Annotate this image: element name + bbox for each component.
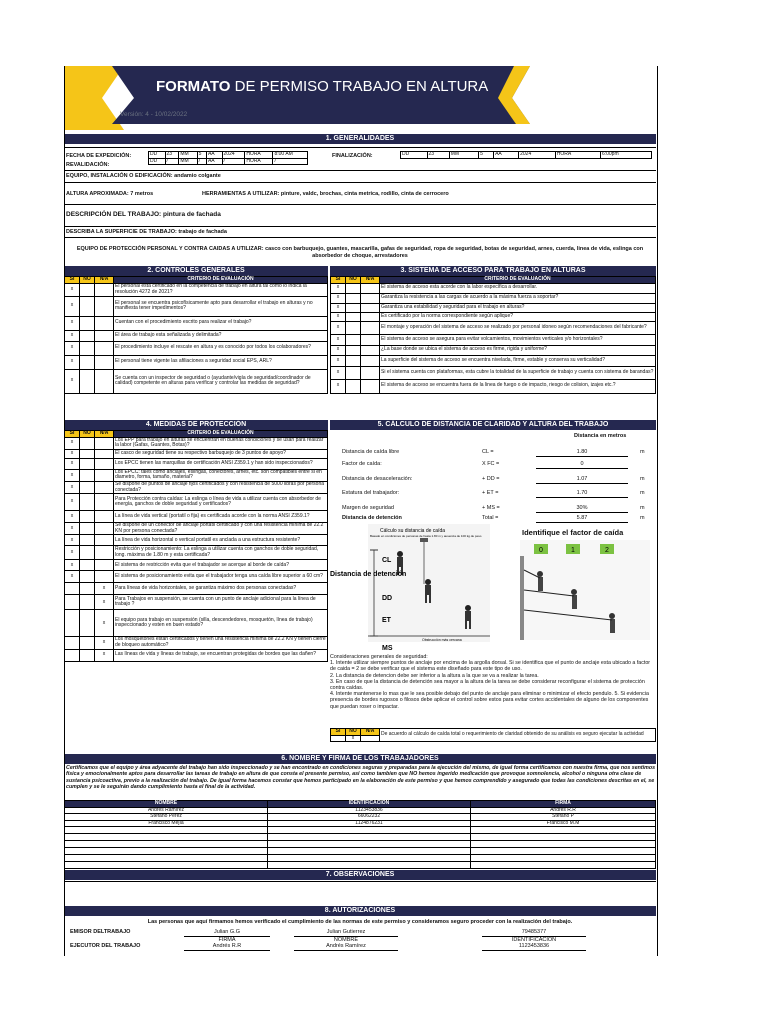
criterio-text: El casco de seguridad tiene su respectivo barbuquejo de 3 puntos de apoyo? [114, 449, 328, 458]
note-line: 3. En caso de que la distancia de detención sea mayor a la altura de la tarea se debe considerar reconfigurar el sistema de protección contra caídas. [330, 678, 645, 692]
calc-code: CL = [482, 449, 494, 455]
na-cell[interactable]: x [95, 649, 114, 661]
svg-text:Cálculo su distancia de caída: Cálculo su distancia de caída [380, 528, 446, 534]
form-border [64, 66, 658, 956]
criterio-text: Los EPCC: tales como anclajes, eslingas, conectores, arnes, etc. son compatibles entre si en diametro, forma, tamaño, material? [114, 469, 328, 481]
criterio-text: El sistema de acceso se asegura para evitar volcamientos, movimientos verticales y/o horizontales? [380, 334, 656, 345]
si-cell[interactable]: x [331, 293, 346, 303]
criterio-text: Cuentan con el procedimiento escrito para realizar el trabajo? [114, 316, 328, 330]
si-cell[interactable]: x [65, 571, 80, 583]
note-line: Consideraciones generales de seguridad: [330, 654, 428, 660]
na-cell[interactable]: x [95, 583, 114, 595]
criterio-text: Se dispone de un conector de anclaje portatil certificado y con una resistencia mínima de 22.2 KN por persona conectada? [114, 523, 328, 535]
si-cell[interactable]: x [65, 449, 80, 458]
criterio-text: El personal se encuentra psicofísicamente apto para desarrollar el trabajo en alturas y no manifiesta tener impedimentos? [114, 296, 328, 316]
na-cell[interactable]: x [95, 595, 114, 610]
calc-value[interactable]: 5.87 [536, 515, 628, 523]
svg-text:MS: MS [382, 645, 393, 652]
criterio-text: El personal esta certificado en la competencia de trabajo en altura tal como lo indica la resolución 4272 de 2021? [114, 283, 328, 296]
si-cell[interactable]: x [65, 481, 80, 493]
ejecutor-id: 1123453836 [482, 943, 586, 951]
si-cell[interactable]: x [65, 535, 80, 546]
superficie-text: DESCRIBA LA SUPERFICIE DE TRABAJO: trabajo de fachada [66, 229, 227, 235]
final-check-mark: x [346, 735, 361, 742]
calc-label: Margen de seguridad [342, 505, 394, 511]
end-year: 2024 [519, 152, 556, 159]
calc-unit: m [640, 505, 645, 511]
section-3-title: 3. SISTEMA DE ACCESO PARA TRABAJO EN ALTURAS [330, 266, 656, 276]
svg-text:DD: DD [382, 595, 393, 602]
herramientas-text: HERRAMIENTAS A UTILIZAR: pinture, valdc, brochas, cinta metrica, rodillo, cinta de cerrocero [202, 191, 449, 197]
worker-id[interactable]: 1123453836 [268, 807, 471, 814]
calc-value[interactable]: 0 [536, 461, 628, 469]
acceso-table: SI NO N/A CRITERIO DE EVALUACIÓN x El sistema de acceso esta acorde con la labor específica a desarrollar. x Garantiza la resistencia a las cargas de acuerdo a la máxima fuerza a soportar? x Garantiza una estabilidad y seguridad para el trabajo en alturas? x Es certificado por la norma correspondiente según aplique? x El montaje y operación del sistema de acceso se realizado por personal idoneo según recomendaciones del fabricante? x El sistema de acceso se asegura para evitar volcamientos, movimientos verticales y/o horizontales? x ¿La base donde se ubica el sistema de acceso es firme, rigida y uniforme? x La superficie del sistema de acceso se encuentra nivelada, firme, estable y conserva su verticalidad? x Si el sistema cuenta con plataformas, esta cubre la totalidad de la superficie de trabajo y cuenta con sistema de barandas? x El sistema de acceso se encuentra fuera de la linea de fuego o de impacto, riesgo de colision, izajes etc.? [330, 276, 656, 394]
calc-value[interactable]: 1.70 [536, 490, 628, 498]
svg-text:Obstrucción más cercana: Obstrucción más cercana [422, 638, 462, 642]
criterio-text: El procedimiento incluye el rescate en altura y es conocido por todos los colaboradores? [114, 341, 328, 355]
equipo-text: EQUIPO, INSTALACIÓN O EDIFICACIÓN: andamio colgante [66, 173, 221, 179]
criterio-text: El sistema de restricción evita que el trabajador se acerque al borde de caída? [114, 560, 328, 571]
emisor-nombre: Julian Gutierrez [294, 929, 398, 937]
svg-text:Basado en condiciones de perso: Basado en condiciones de personas de hasta 1.80 m y ausencia de 100 kg de peso [370, 534, 482, 538]
end-day: 23 [427, 152, 449, 159]
calc-value[interactable]: 1.07 [536, 476, 628, 484]
criterio-text: La línea de vida vertical (portatil o fija) es certificada acorde con la norma ANSI Z359.1? [114, 511, 328, 523]
worker-nombre[interactable]: Andrés Ramírez [65, 807, 268, 814]
page-title: FORMATO DE PERMISO TRABAJO EN ALTURA [156, 78, 489, 95]
si-cell[interactable]: x [331, 321, 346, 334]
criterio-text: Se cuenta con un inspector de seguridad o (ayudante/vigía de seguridad/coordinador de calidad) competente en alturas para verificar y controlar las medidas de seguridad? [114, 369, 328, 393]
section-7-title: 7. OBSERVACIONES [64, 870, 656, 880]
altura-text: ALTURA APROXIMADA: 7 metros [66, 191, 154, 197]
criterio-text: Es certificado por la norma correspondiente según aplique? [380, 312, 656, 321]
si-cell[interactable]: x [65, 316, 80, 330]
si-cell[interactable]: x [65, 296, 80, 316]
criterio-text: Para Trabajos en suspensión, se cuenta con un punto de anclaje adicional para la línea de trabajo ? [114, 595, 328, 610]
criterio-text: Para líneas de vida horizontales, se garantiza máximo dos personas conectadas? [114, 583, 328, 595]
si-cell[interactable]: x [65, 458, 80, 469]
section-2-title: 2. CONTROLES GENERALES [64, 266, 328, 276]
si-cell[interactable]: x [331, 345, 346, 355]
svg-text:ET: ET [382, 617, 391, 624]
si-cell[interactable]: x [331, 379, 346, 393]
note-line: 4. Intente mantenerse lo mas que le sea posible debajo del punto de anclaje para eliminar o minimizar el efecto pendulo. 5. Si evidencia presencia de bordes rugosos o filosos debe aplicar el control sobre estos para evitar cortes accidentales de alguno de los componentes que puedan roser o impactar. [330, 691, 649, 710]
si-cell[interactable]: x [331, 312, 346, 321]
note-line: 1. Intente utilizar siempre puntos de anclaje por encima de la argolla dorsal. Si se identifica que el punto de anclaje esta ubicado a factor de caida = 2 se debe verificar que el sistema este diseñado para este tipo de uso. [330, 660, 651, 673]
criterio-text: El montaje y operación del sistema de acceso se realizado por personal idoneo según recomendaciones del fabricante? [380, 321, 656, 334]
svg-text:0: 0 [539, 547, 543, 554]
calc-code: X FC = [482, 461, 500, 467]
calc-code: Total = [482, 515, 499, 521]
si-cell[interactable]: x [65, 469, 80, 481]
calc-unit: m [640, 515, 645, 521]
criterio-text: Restricción y posicionamiento: La eslinga a utilizar cuenta con ganchos de doble seguridad, long. máxima de 1.80 m y esta certificada? [114, 546, 328, 560]
calc-label: Distancia de caída libre [342, 449, 400, 455]
si-cell[interactable]: x [65, 494, 80, 511]
calc-unit: m [640, 449, 645, 455]
section-5-title: 5. CÁLCULO DE DISTANCIA DE CLARIDAD Y ALTURA DEL TRABAJO [330, 420, 656, 430]
controles-table: SI NO N/A CRITERIO DE EVALUACIÓN x El personal esta certificado en la competencia de trabajo en altura tal como lo indica la resolución 4272 de 2021? x El personal se encuentra psicofísicamente apto para desarrollar el trabajo en alturas y no manifiesta tener impedimentos? x Cuentan con el procedimiento escrito para realizar el trabajo? x El área de trabajo esta señalizada y delimitada? x El procedimiento incluye el rescate en altura y es conocido por todos los colaboradores? x El personal tiene vigente las afiliaciones a seguridad social EPS, ARL? x Se cuenta con un inspector de seguridad o (ayudante/vigía de seguridad/coordinador de calidad) competente en alturas para verificar y controlar las medidas de seguridad? [64, 276, 328, 394]
si-cell[interactable]: x [65, 369, 80, 393]
fecha-exp-label: FECHA DE EXPEDICIÓN: [66, 153, 132, 159]
end-month: 5 [479, 152, 494, 159]
criterio-text: Garantiza una estabilidad y seguridad para el trabajo en alturas? [380, 303, 656, 312]
si-cell[interactable]: x [65, 437, 80, 449]
calc-label: Distancia de detención [342, 515, 402, 521]
si-cell[interactable]: x [65, 341, 80, 355]
worker-nombre[interactable]: Francisco Mejía [65, 820, 268, 827]
criterio-text: Los EPCC tienen las marquillas de certificación ANSI Z359.1 y han sido inspeccionados? [114, 458, 328, 469]
criterio-text: Si el sistema cuenta con plataformas, esta cubre la totalidad de la superficie de trabajo y cuenta con sistema de barandas? [380, 366, 656, 379]
worker-nombre[interactable]: Stefano Pérez [65, 814, 268, 821]
si-cell[interactable]: x [65, 355, 80, 369]
worker-id[interactable]: 66062232 [268, 814, 471, 821]
criterio-text: La línea de vida horizontal o vertical portatil es anclada a una estructura resistente? [114, 535, 328, 546]
exp-date-table: DD 23 MM 5 AA 2024 HORA 8:00 AM DD / MM / AA / HORA / [148, 151, 308, 165]
calc-value[interactable]: 30% [536, 505, 628, 513]
emisor-label: EMISOR DELTRABAJO [70, 929, 131, 935]
si-cell[interactable]: x [331, 366, 346, 379]
exp-hour: 8:00 AM [273, 152, 308, 159]
calc-code: + DD = [482, 476, 500, 482]
final-check-table: SI NO N/A De acuerdo al cálculo de caída total o requerimiento de claridad obtenido de su análisis es seguro ejecutar la actividad x [330, 728, 656, 742]
si-cell[interactable]: x [65, 560, 80, 571]
workers-table: NOMBRE IDENTIFICACIÓN FIRMA Andrés Ramírez 1123453836 Andrés R.R Stefano Pérez 66062232 Stefano P Francisco Mejía 1124876231 Francisco M.M [64, 800, 656, 869]
criterio-text: Para Protección contra caídas: La eslinga o línea de vida a utilizar cuenta con absorbedor de energía, ganchos de doble seguridad y certificados? [114, 494, 328, 511]
criterio-text: El sistema de acceso se encuentra fuera de la linea de fuego o de impacto, riesgo de colision, izajes etc.? [380, 379, 656, 393]
calc-value[interactable]: 1.80 [536, 449, 628, 457]
section-4-title: 4. MEDIDAS DE PROTECCIÓN [64, 420, 328, 430]
na-cell[interactable]: x [95, 637, 114, 649]
calc-code: + ET = [482, 490, 499, 496]
criterio-text: El sistema de acceso esta acorde con la labor específica a desarrollar. [380, 283, 656, 293]
svg-text:Distancia de detención: Distancia de detención [330, 571, 407, 578]
si-cell[interactable]: x [331, 283, 346, 293]
finalizacion-label: FINALIZACIÓN: [332, 153, 373, 159]
criterio-text: El sistema de posicionamiento evita que el trabajador tenga una caída libre superior a 60 cm? [114, 571, 328, 583]
calc-label: Estatura del trabajador: [342, 490, 400, 496]
epp-text: EQUIPO DE PROTECCIÓN PERSONAL Y CONTRA CAIDAS A UTILIZAR: casco con barbuquejo, guantes, mascarilla, gafas de seguridad, ropa de seguridad, botas de seguridad, arnes, cuerda, linea de vida, eslinga con absorbedor de choque, arrestadores [76, 246, 644, 259]
si-cell[interactable]: x [65, 523, 80, 535]
emisor-id-label: IDENTIFICACIÓN [511, 937, 557, 943]
si-cell[interactable]: x [331, 303, 346, 312]
end-date-table: DD 23 MM 5 AA 2024 HORA 6:00pm [400, 151, 652, 159]
worker-firma[interactable]: Francisco M.M [471, 820, 656, 827]
exp-month: 5 [197, 152, 206, 159]
criterio-text: Garantiza la resistencia a las cargas de acuerdo a la máxima fuerza a soportar? [380, 293, 656, 303]
emisor-id: 79485377 [482, 929, 586, 937]
emisor-firma: Julian G.G [184, 929, 270, 937]
criterio-text: El área de trabajo esta señalizada y delimitada? [114, 330, 328, 341]
ejecutor-label: EJECUTOR DEL TRABAJO [70, 943, 141, 949]
criterio-text: Los EPP para trabajo en alturas se encuentran en buenas condiciones y se usan para realizar la labor (Gafas, Guantes, Botas)? [114, 437, 328, 449]
reval-label: REVALIDACIÓN: [66, 162, 110, 168]
criterio-text: Los mosquetones están certificados y tienen una resistencia mínima de 22.2 KN y tienen cierre de bloqueo automático? [115, 636, 326, 648]
criterio-text: El personal tiene vigente las afiliaciones a seguridad social EPS, ARL? [114, 355, 328, 369]
end-hour: 6:00pm [600, 152, 651, 159]
si-cell[interactable]: x [65, 511, 80, 523]
si-cell[interactable]: x [65, 330, 80, 341]
worker-firma[interactable]: Stefano P [471, 814, 656, 821]
ejecutor-firma: Andrés R.R [184, 943, 270, 951]
calc-unit: m [640, 490, 645, 496]
si-cell[interactable]: x [65, 283, 80, 296]
section-8-title: 8. AUTORIZACIONES [64, 906, 656, 916]
criterio-text: La superficie del sistema de acceso se encuentra nivelada, firme, estable y conserva su verticalidad? [380, 355, 656, 366]
emisor-nombre-label: NOMBRE [333, 937, 359, 943]
note-line: 2. La distancia de detencion debe ser inferior a la altura a la que se va a realizar la tarea. [330, 672, 539, 679]
medidas-table: SI NO N/A CRITERIO DE EVALUACIÓN x Los EPP para trabajo en alturas se encuentran en buenas condiciones y se usan para realizar la labor (Gafas, Guantes, Botas)? x El casco de seguridad tiene su respectivo barbuquejo de 3 puntos de apoyo? x Los EPCC tienen las marquillas de certificación ANSI Z359.1 y han sido inspeccionados? x Los EPCC: tales como anclajes, eslingas, conectores, arnes, etc. son compatibles entre si en diametro, forma, tamaño, material? x Se dispone de puntos de anclaje fijos certificados y con resistencia de 5000 libras por persona conectada? x Para Protección contra caídas: La eslinga o línea de vida a utilizar cuenta con absorbedor de energía, ganchos de doble seguridad y certificados? x La línea de vida vertical (portatil o fija) es certificada acorde con la norma ANSI Z359.1? x Se dispone de un conector de anclaje portatil certificado y con una resistencia mínima de 22.2 KN por persona conectada? x La línea de vida horizontal o vertical portatil es anclada a una estructura resistente? x Restricción y posicionamiento: La eslinga a utilizar cuenta con ganchos de doble seguridad, long. máxima de 1.80 m y esta certificada? x El sistema de restricción evita que el trabajador se acerque al borde de caída? x El sistema de posicionamiento evita que el trabajador tenga una caída libre superior a 60 cm? x Para líneas de vida horizontales, se garantiza máximo dos personas conectadas? x Para Trabajos en suspensión, se cuenta con un punto de anclaje adicional para la línea de trabajo ? x El equipo para trabajo en suspensión (silla, descendedores, mosquetón, línea de trabajo) inspeccionado y esten en buen estado? x Los mosquetones están certificados y tienen una resistencia mínima de 22.2 KN y tienen cierre de bloqueo automático? x Las líneas de vida y líneas de trabajo, se encuentran protegidas de bordes que las dañen? [64, 430, 328, 662]
ejecutor-nombre: Andrés Ramírez [294, 943, 398, 951]
calc-label: Factor de caída: [342, 461, 382, 467]
worker-id[interactable]: 1124876231 [268, 820, 471, 827]
final-check-text: De acuerdo al cálculo de caída total o requerimiento de claridad obtenido de su análisis es seguro ejecutar la actividad [380, 729, 656, 742]
version-label: Versión: 4 - 10/02/2022 [120, 111, 188, 118]
exp-year: 2024 [222, 152, 245, 159]
auth-statement: Las personas que aquí firmamos hemos verificado el cumplimiento de las normas de este permiso y consideramos seguro proceder con la realización del trabajo. [147, 919, 573, 925]
criterio-text: Se dispone de puntos de anclaje fijos certificados y con resistencia de 5000 libras por persona conectada? [114, 481, 328, 493]
exp-day: 23 [165, 152, 179, 159]
na-cell[interactable]: x [95, 610, 114, 637]
section-6-title: 6. NOMBRE Y FIRMA DE LOS TRABAJADORES [64, 754, 656, 764]
si-cell[interactable]: x [331, 355, 346, 366]
distancia-col-label: Distancia en metros [574, 433, 627, 439]
si-cell[interactable]: x [331, 334, 346, 345]
criterio-text: ¿La base donde se ubica el sistema de acceso es firme, rigida y uniforme? [380, 345, 656, 355]
calc-unit: m [640, 476, 645, 482]
factor-title: Identifique el factor de caída [522, 528, 624, 537]
svg-text:2: 2 [605, 547, 609, 554]
svg-text:1: 1 [571, 547, 575, 554]
svg-text:CL: CL [382, 557, 392, 564]
criterio-text: Las líneas de vida y líneas de trabajo, se encuentran protegidas de bordes que las dañen? [114, 649, 328, 661]
calc-label: Distancia de desaceleración: [342, 476, 413, 482]
descripcion-text: DESCRIPCIÓN DEL TRABAJO: pintura de fachada [66, 211, 221, 218]
section-1-title: 1. GENERALIDADES [64, 134, 656, 144]
calc-code: + MS = [482, 505, 500, 511]
criterio-text: El equipo para trabajo en suspensión (silla, descendedores, mosquetón, línea de trabajo) inspeccionado y esten en buen estado? [114, 610, 328, 637]
emisor-firma-label: FIRMA [218, 937, 236, 943]
workers-statement: Certificamos que el equipo y área adyacente del trabajo han sido inspeccionado y se han encontrado en condiciones seguras y preparadas para la ejecución del mismo, de igual forma certificamos con nuestra firma, que nos sentimos física y emocionalmente aptos para desarrollar las tareas de trabajo en altura de que consta el presente permiso, así como tambien que NO hemos ingerido medicación que provoque somnolencia, alcohol o ninguna otra clase de sustancia psicoactiva, previo a la realización del trabajo. De igual forma hacemos constar que hemos participado en la elaboración de este permiso y que hemos comprendido y asegurado que todas las condiciones descritas en el, se cumplen y se le seguirán dando cumplimiento hasta el final de la actividad. [66, 765, 656, 791]
si-cell[interactable]: x [65, 546, 80, 560]
worker-firma[interactable]: Andrés R.R [471, 807, 656, 814]
